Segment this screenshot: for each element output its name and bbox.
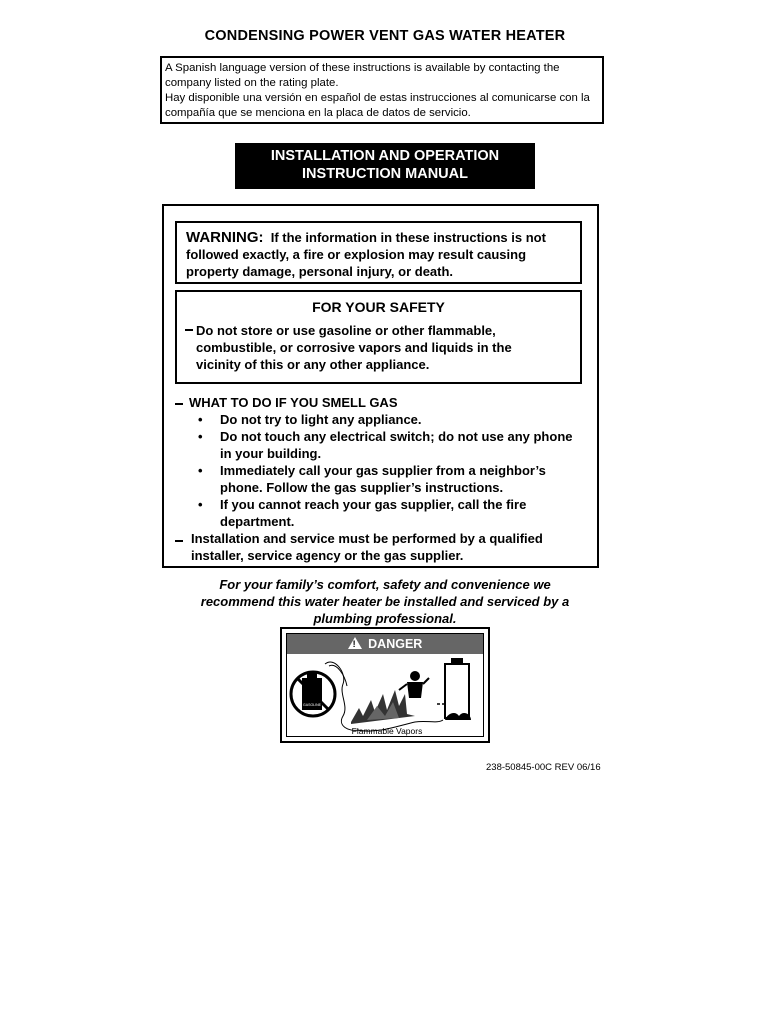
list-item-text: Do not try to light any appliance.	[220, 412, 422, 427]
vapors-caption: Flammable Vapors	[351, 726, 423, 736]
person-icon	[399, 671, 429, 698]
safety-item	[177, 322, 580, 373]
safety-title: FOR YOUR SAFETY	[312, 299, 445, 315]
smell-gas-heading-row	[174, 394, 584, 411]
document-number: 238-50845-00C REV 06/16	[486, 762, 601, 773]
warning-label: WARNING:	[186, 229, 264, 246]
smell-gas-section	[174, 394, 584, 564]
list-item	[174, 462, 584, 496]
bullet-icon: •	[198, 497, 203, 512]
installation-note-text: Installation and service must be performed by a qualified installer, service agency or the gas supplier.	[191, 531, 543, 563]
manual-title-line1: INSTALLATION AND OPERATION	[270, 148, 500, 164]
for-your-safety-box	[175, 290, 582, 384]
document-title: CONDENSING POWER VENT GAS WATER HEATER	[204, 28, 566, 44]
gas-can-label: GASOLINE	[303, 703, 321, 707]
danger-label-inner	[286, 633, 484, 737]
bullet-icon: •	[198, 412, 203, 427]
manual-title-line2: INSTRUCTION MANUAL	[302, 166, 468, 182]
spanish-notice: Hay disponible una versión en español de estas instrucciones al comunicarse con la compañía que se menciona en la placa de datos de servicio.	[165, 92, 590, 119]
list-item-text: If you cannot reach your gas supplier, call the fire department.	[220, 497, 527, 529]
prohibited-gas-can-icon	[291, 672, 335, 716]
flammable-vapors-illustration	[287, 654, 485, 738]
list-item	[174, 496, 584, 530]
recommendation-text	[0, 576, 770, 627]
danger-header-text: DANGER	[368, 637, 423, 651]
dash-marker	[175, 403, 183, 405]
warning-triangle-icon: !	[348, 637, 362, 649]
danger-header	[287, 634, 483, 654]
warning-box	[175, 221, 582, 284]
water-heater-icon	[437, 658, 471, 720]
installation-note	[174, 530, 584, 564]
list-item	[174, 411, 584, 428]
vapor-trail	[325, 662, 443, 731]
list-item	[174, 428, 584, 462]
flame-icon	[351, 690, 415, 724]
list-item-text: Immediately call your gas supplier from a neighbor’s phone. Follow the gas supplier’s instructions.	[220, 463, 546, 495]
bullet-icon: •	[198, 463, 203, 478]
smell-gas-list	[174, 411, 584, 530]
warning-text: If the information in these instructions is not followed exactly, a fire or explosion may result causing property damage, personal injury, or death.	[186, 230, 546, 279]
dash-marker	[175, 540, 183, 542]
dash-marker	[185, 329, 193, 331]
list-item-text: Do not touch any electrical switch; do not use any phone in your building.	[220, 429, 573, 461]
recommendation-line: For your family’s comfort, safety and convenience we	[219, 577, 551, 592]
danger-label	[280, 627, 490, 743]
english-notice: A Spanish language version of these instructions is available by contacting the company listed on the rating plate.	[165, 62, 560, 89]
recommendation-line: recommend this water heater be installed and serviced by a	[200, 594, 570, 609]
language-notice-box	[160, 56, 604, 124]
smell-gas-heading: WHAT TO DO IF YOU SMELL GAS	[189, 395, 398, 410]
bullet-icon: •	[198, 429, 203, 444]
manual-title-banner	[235, 143, 535, 189]
safety-item-text: Do not store or use gasoline or other flammable, combustible, or corrosive vapors and liquids in the vicinity of this or any other appliance.	[196, 323, 512, 372]
recommendation-line: plumbing professional.	[313, 611, 457, 626]
